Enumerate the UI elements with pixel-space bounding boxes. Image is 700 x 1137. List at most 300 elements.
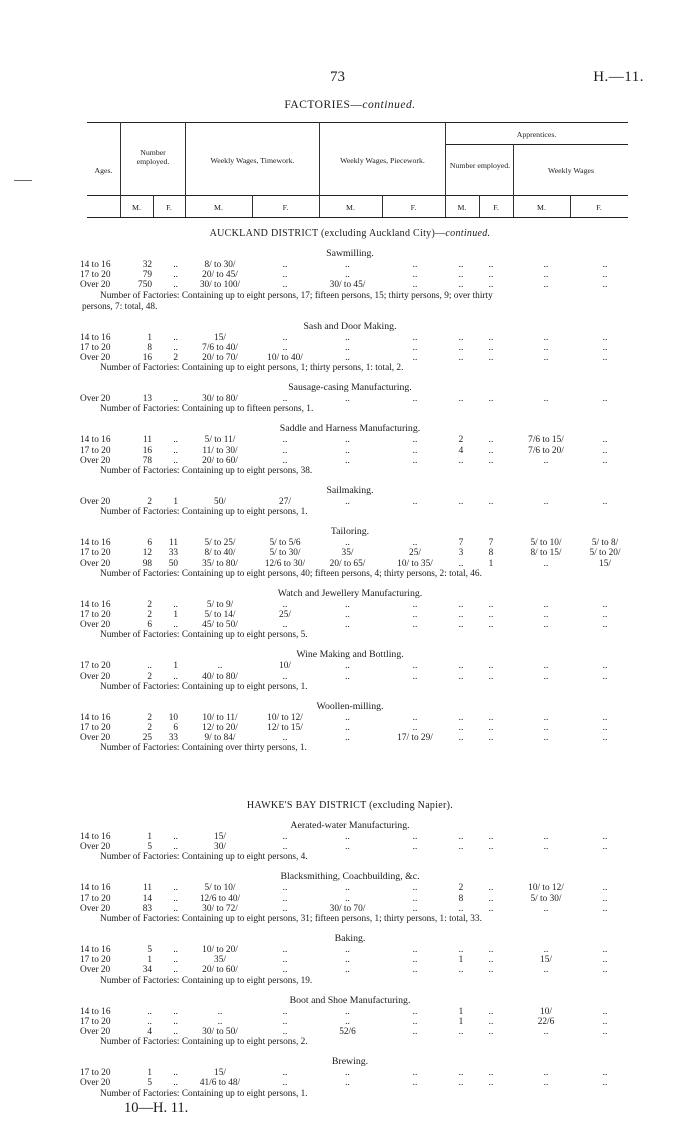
- cell-wpm: ..: [345, 1016, 350, 1027]
- cell-m: 6: [147, 538, 152, 549]
- factories-note: Number of Factories: Containing over thirty persons, 1.: [100, 743, 307, 754]
- cell-age: Over 20: [80, 280, 111, 291]
- table-row: [0, 1068, 700, 1078]
- cell-f: ..: [173, 965, 178, 976]
- cell-awf: ..: [602, 1016, 608, 1027]
- cell-wtm: 8/ to 40/: [204, 548, 236, 559]
- cell-f: ..: [173, 883, 178, 894]
- section-title: Woollen-milling.: [316, 700, 384, 712]
- cell-awm: ..: [543, 903, 549, 914]
- cell-awm: ..: [543, 671, 549, 682]
- cell-wtm: 7/6 to 40/: [202, 342, 238, 353]
- table-row: [0, 394, 700, 404]
- cell-am: ..: [458, 1078, 464, 1089]
- district-suffix: continued.: [445, 228, 491, 239]
- cell-wpf: ..: [412, 455, 418, 466]
- cell-m: 5: [147, 945, 152, 955]
- cell-m: 16: [142, 445, 152, 456]
- cell-wpm: ..: [345, 620, 350, 631]
- cell-wpf: ..: [412, 893, 418, 904]
- cell-af: ..: [488, 445, 494, 456]
- cell-wpf: ..: [412, 1068, 418, 1079]
- cell-f: ..: [173, 620, 178, 631]
- cell-wtm: 12/6 to 40/: [199, 893, 241, 904]
- cell-m: 750: [138, 280, 152, 291]
- cell-f: 33: [168, 733, 178, 744]
- cell-wtf: ..: [282, 270, 288, 281]
- header-f: F.: [410, 203, 417, 212]
- cell-awm: ..: [543, 661, 549, 672]
- table-header: [87, 122, 628, 218]
- cell-am: ..: [458, 270, 464, 281]
- cell-age: Over 20: [80, 671, 111, 682]
- cell-wtm: 20/ to 60/: [202, 965, 238, 976]
- cell-wtm: 20/ to 60/: [202, 455, 238, 466]
- table-row: [0, 904, 700, 914]
- cell-wpm: 20/ to 65/: [329, 558, 366, 569]
- cell-wpm: ..: [345, 842, 350, 853]
- cell-wpm: 52/6: [339, 1027, 356, 1037]
- table-row: [0, 610, 700, 620]
- cell-m: 98: [142, 558, 152, 569]
- factories-note-cont: persons, 7: total, 48.: [82, 301, 158, 312]
- cell-am: 2: [458, 435, 464, 446]
- cell-awm: ..: [543, 497, 549, 507]
- district-heading: [0, 228, 700, 239]
- table-row: [0, 260, 700, 270]
- cell-f: 1: [173, 610, 178, 620]
- cell-am: ..: [458, 558, 464, 569]
- cell-age: 17 to 20: [80, 445, 111, 456]
- cell-wtm: 5/ to 9/: [206, 599, 234, 610]
- cell-af: ..: [488, 965, 494, 976]
- cell-age: 17 to 20: [80, 342, 111, 353]
- header-app-weekly-wages: Weekly Wages: [547, 166, 594, 175]
- cell-awm: ..: [543, 733, 549, 744]
- table-row: [0, 1078, 700, 1088]
- cell-age: 14 to 16: [80, 538, 111, 549]
- cell-wpm: 35/: [341, 548, 354, 559]
- title-main: FACTORIES—: [284, 99, 363, 111]
- table-row: [0, 1027, 700, 1037]
- cell-wtm: 50/: [214, 497, 226, 507]
- table-row: [0, 733, 700, 743]
- cell-wpm: ..: [345, 342, 350, 353]
- header-f: F.: [596, 203, 602, 212]
- cell-wtm: 30/ to 72/: [202, 903, 238, 914]
- cell-af: ..: [488, 1016, 494, 1027]
- cell-m: 5: [147, 1078, 152, 1089]
- cell-awf: ..: [602, 280, 608, 291]
- cell-awf: ..: [602, 353, 608, 363]
- cell-wtm: 15/: [214, 1068, 226, 1079]
- cell-af: ..: [488, 955, 494, 966]
- cell-wtf: ..: [282, 599, 288, 610]
- cell-af: ..: [488, 945, 494, 955]
- cell-af: ..: [488, 599, 494, 610]
- cell-wtm: ..: [217, 1016, 223, 1027]
- cell-af: ..: [488, 712, 494, 723]
- cell-m: 11: [143, 435, 152, 446]
- cell-af: ..: [488, 435, 494, 446]
- cell-m: 12: [142, 548, 152, 559]
- district-name: AUCKLAND DISTRICT (excluding Auckland City)—: [209, 228, 446, 239]
- margin-mark: [14, 180, 32, 181]
- table-row: [0, 600, 700, 610]
- cell-m: 78: [142, 455, 152, 466]
- cell-wtf: ..: [282, 394, 288, 405]
- cell-wtm: 9/ to 84/: [204, 733, 236, 744]
- cell-am: ..: [458, 455, 464, 466]
- cell-wpm: ..: [345, 712, 350, 723]
- cell-wpm: ..: [345, 832, 350, 842]
- cell-am: 1: [458, 1006, 464, 1017]
- cell-af: ..: [488, 842, 494, 853]
- cell-wpm: ..: [345, 445, 350, 456]
- cell-wtf: ..: [282, 455, 288, 466]
- cell-awm: ..: [543, 455, 549, 466]
- cell-am: ..: [458, 965, 464, 976]
- cell-f: ..: [173, 435, 178, 446]
- factories-note: Number of Factories: Containing up to eight persons, 5.: [100, 630, 308, 641]
- cell-af: 8: [488, 548, 494, 559]
- cell-wtf: ..: [282, 1027, 288, 1037]
- cell-wtf: ..: [282, 445, 288, 456]
- cell-wtf: 25/: [279, 610, 291, 620]
- table-row: [0, 270, 700, 280]
- section-title: Sash and Door Making.: [303, 320, 397, 332]
- cell-awf: ..: [602, 270, 608, 281]
- section-title: Tailoring.: [330, 526, 370, 538]
- factories-note: Number of Factories: Containing up to eight persons, 1.: [100, 1088, 308, 1099]
- cell-awf: ..: [602, 1006, 608, 1017]
- cell-awf: ..: [602, 903, 608, 914]
- cell-wtm: 35/: [214, 955, 226, 966]
- cell-f: ..: [173, 599, 178, 610]
- cell-af: ..: [488, 903, 494, 914]
- apprentices-rule: [445, 144, 628, 145]
- cell-wpm: ..: [345, 945, 350, 955]
- cell-am: ..: [458, 723, 464, 733]
- cell-af: ..: [488, 332, 494, 343]
- cell-awf: ..: [602, 394, 608, 405]
- cell-wpf: ..: [412, 497, 418, 507]
- cell-wpm: ..: [345, 893, 350, 904]
- cell-af: ..: [488, 620, 494, 631]
- cell-am: ..: [458, 610, 464, 620]
- factories-note: Number of Factories: Containing up to eight persons, 38.: [100, 466, 313, 476]
- cell-wtm: 30/: [214, 842, 226, 853]
- cell-wpm: ..: [345, 394, 350, 405]
- cell-af: ..: [488, 342, 494, 353]
- cell-awf: ..: [602, 620, 608, 631]
- cell-age: Over 20: [80, 903, 111, 914]
- cell-wtm: 20/ to 70/: [202, 353, 238, 363]
- cell-wtm: 10/ to 20/: [202, 945, 238, 955]
- cell-wtm: 30/ to 50/: [202, 1027, 238, 1037]
- cell-m: 1: [147, 1068, 152, 1079]
- cell-f: ..: [173, 455, 178, 466]
- cell-wpm: ..: [345, 332, 350, 343]
- cell-wpm: ..: [345, 965, 350, 976]
- cell-am: ..: [458, 661, 464, 672]
- table-row: [0, 894, 700, 904]
- cell-age: 14 to 16: [80, 332, 111, 343]
- cell-f: ..: [173, 280, 178, 291]
- cell-am: ..: [458, 353, 464, 363]
- factories-note: Number of Factories: Containing up to eight persons, 1.: [100, 681, 308, 692]
- cell-wtf: 12/ to 15/: [267, 723, 303, 733]
- cell-awm: ..: [543, 1078, 549, 1089]
- cell-awm: 15/: [540, 955, 552, 966]
- cell-am: 2: [458, 883, 464, 894]
- cell-wtf: 5/ to 30/: [269, 548, 301, 559]
- cell-m: 14: [142, 893, 152, 904]
- cell-f: ..: [173, 342, 178, 353]
- cell-af: ..: [488, 260, 494, 270]
- cell-age: 14 to 16: [80, 435, 111, 446]
- cell-m: 1: [147, 832, 152, 842]
- cell-age: 17 to 20: [80, 610, 111, 620]
- table-row: [0, 435, 700, 445]
- cell-wtf: ..: [282, 945, 288, 955]
- header-m: M.: [346, 203, 355, 212]
- cell-awf: ..: [602, 260, 608, 270]
- factories-note: Number of Factories: Containing up to eight persons, 1.: [100, 507, 308, 518]
- cell-wpm: ..: [345, 733, 350, 744]
- cell-wtm: 5/ to 11/: [204, 435, 236, 446]
- page-number: 73: [330, 69, 345, 85]
- cell-wpf: 10/ to 35/: [397, 558, 433, 569]
- cell-wtf: ..: [282, 832, 288, 842]
- header-rule-bottom: [87, 217, 628, 218]
- table-row: [0, 832, 700, 842]
- cell-f: 11: [169, 538, 178, 549]
- cell-wtm: 5/ to 25/: [204, 538, 236, 549]
- cell-age: Over 20: [80, 842, 111, 853]
- cell-awm: 7/6 to 15/: [528, 435, 564, 446]
- cell-am: ..: [458, 394, 464, 405]
- cell-awf: ..: [602, 332, 608, 343]
- cell-awm: ..: [543, 270, 549, 281]
- factories-note: Number of Factories: Containing up to eight persons, 40; fifteen persons, 4; thirty persons, 2: total, 46.: [100, 568, 482, 579]
- cell-awm: ..: [543, 723, 549, 733]
- cell-wtm: 11/ to 30/: [202, 445, 238, 456]
- cell-wtf: ..: [282, 342, 288, 353]
- cell-age: 14 to 16: [80, 712, 111, 723]
- cell-wtm: 15/: [214, 832, 226, 842]
- cell-f: 50: [168, 558, 178, 569]
- cell-awf: ..: [602, 733, 608, 744]
- cell-wpm: ..: [345, 353, 350, 363]
- cell-wtf: 12/6 to 30/: [264, 558, 306, 569]
- cell-awf: ..: [602, 497, 608, 507]
- cell-f: ..: [173, 955, 178, 966]
- cell-am: 1: [458, 955, 464, 966]
- cell-wtf: ..: [282, 1068, 288, 1079]
- cell-age: 17 to 20: [80, 270, 111, 281]
- cell-wtf: 10/: [279, 661, 291, 672]
- cell-af: ..: [488, 353, 494, 363]
- cell-wtf: ..: [282, 842, 288, 853]
- cell-af: ..: [488, 661, 494, 672]
- cell-wtf: 5/ to 5/6: [269, 538, 301, 549]
- cell-am: ..: [458, 599, 464, 610]
- cell-awm: 8/ to 15/: [530, 548, 562, 559]
- cell-wpm: 30/ to 70/: [329, 903, 366, 914]
- cell-am: 1: [458, 1016, 464, 1027]
- cell-wpm: ..: [345, 260, 350, 270]
- cell-wpm: 30/ to 45/: [329, 280, 366, 291]
- cell-wtm: 40/ to 80/: [202, 671, 238, 682]
- cell-wpf: ..: [412, 445, 418, 456]
- cell-age: 17 to 20: [80, 723, 111, 733]
- cell-age: Over 20: [80, 394, 111, 405]
- table-row: [0, 965, 700, 975]
- cell-af: ..: [488, 1006, 494, 1017]
- cell-wtf: ..: [282, 903, 288, 914]
- cell-af: 1: [488, 558, 494, 569]
- cell-awm: ..: [543, 599, 549, 610]
- cell-awf: ..: [602, 955, 608, 966]
- cell-f: ..: [173, 832, 178, 842]
- cell-age: Over 20: [80, 558, 111, 569]
- cell-awf: ..: [602, 965, 608, 976]
- table-row: [0, 945, 700, 955]
- cell-wpf: ..: [412, 842, 418, 853]
- cell-wpf: ..: [412, 832, 418, 842]
- cell-am: ..: [458, 342, 464, 353]
- cell-awm: 7/6 to 20/: [528, 445, 564, 456]
- cell-m: 83: [142, 903, 152, 914]
- section-title: Boot and Shoe Manufacturing.: [289, 994, 411, 1006]
- cell-wtm: 20/ to 45/: [202, 270, 238, 281]
- cell-am: ..: [458, 903, 464, 914]
- cell-wtf: 10/ to 12/: [267, 712, 303, 723]
- cell-wpf: ..: [412, 332, 418, 343]
- cell-f: ..: [173, 893, 178, 904]
- cell-wpf: ..: [412, 955, 418, 966]
- cell-f: ..: [173, 1078, 178, 1089]
- factories-note: Number of Factories: Containing up to eight persons, 2.: [100, 1037, 308, 1048]
- table-row: [0, 559, 700, 569]
- cell-f: ..: [173, 671, 178, 682]
- cell-af: ..: [488, 270, 494, 281]
- cell-f: 2: [173, 353, 178, 363]
- cell-wpf: ..: [412, 712, 418, 723]
- factories-note: Number of Factories: Containing up to eight persons, 31; fifteen persons, 1; thirty persons, 1: total, 33.: [100, 914, 482, 924]
- table-row: [0, 280, 700, 290]
- cell-wpm: ..: [345, 723, 350, 733]
- cell-wtf: ..: [282, 883, 288, 894]
- table-row: [0, 538, 700, 548]
- cell-m: 16: [142, 353, 152, 363]
- cell-age: 17 to 20: [80, 1016, 111, 1027]
- cell-f: ..: [173, 1006, 178, 1017]
- cell-wpf: ..: [412, 538, 418, 549]
- cell-f: ..: [173, 1027, 178, 1037]
- factories-note: Number of Factories: Containing up to eight persons, 1; thirty persons, 1: total, 2.: [100, 363, 404, 374]
- cell-wpf: 25/: [409, 548, 421, 559]
- table-row: [0, 1017, 700, 1027]
- header-f: F.: [166, 203, 172, 212]
- cell-af: 7: [488, 538, 494, 549]
- cell-f: ..: [173, 842, 178, 853]
- cell-wpm: ..: [345, 1078, 350, 1089]
- cell-awf: ..: [602, 842, 608, 853]
- cell-am: ..: [458, 1068, 464, 1079]
- cell-awf: ..: [602, 1068, 608, 1079]
- cell-af: ..: [488, 671, 494, 682]
- cell-awm: 22/6: [537, 1016, 555, 1027]
- cell-m: 25: [142, 733, 152, 744]
- cell-af: ..: [488, 723, 494, 733]
- cell-wpm: ..: [345, 435, 350, 446]
- table-row: [0, 353, 700, 363]
- cell-am: ..: [458, 842, 464, 853]
- cell-awf: ..: [602, 723, 608, 733]
- cell-af: ..: [488, 883, 494, 894]
- cell-m: 6: [147, 620, 152, 631]
- cell-wtm: 5/ to 14/: [204, 610, 236, 620]
- cell-wpm: ..: [345, 661, 350, 672]
- cell-wpf: ..: [412, 599, 418, 610]
- cell-awf: ..: [602, 1027, 608, 1037]
- cell-wpf: ..: [412, 965, 418, 976]
- cell-wtf: ..: [282, 280, 288, 291]
- cell-m: 8: [147, 342, 152, 353]
- cell-wpf: ..: [412, 260, 418, 270]
- cell-wpf: ..: [412, 945, 418, 955]
- cell-wpm: ..: [345, 1006, 350, 1017]
- cell-m: 2: [147, 723, 152, 733]
- cell-awm: ..: [543, 842, 549, 853]
- section-title: Sailmaking.: [326, 485, 374, 496]
- cell-age: 14 to 16: [80, 1006, 111, 1017]
- cell-wtf: ..: [282, 332, 288, 343]
- cell-f: ..: [173, 1068, 178, 1079]
- cell-f: ..: [173, 260, 178, 270]
- cell-f: ..: [173, 903, 178, 914]
- cell-age: Over 20: [80, 497, 111, 507]
- cell-awf: ..: [602, 599, 608, 610]
- cell-wtf: ..: [282, 893, 288, 904]
- table-row: [0, 842, 700, 852]
- cell-am: ..: [458, 945, 464, 955]
- section-title: Saddle and Harness Manufacturing.: [279, 423, 421, 435]
- cell-wtf: ..: [282, 965, 288, 976]
- cell-age: 14 to 16: [80, 883, 111, 894]
- header-f: F.: [493, 203, 499, 212]
- cell-f: 6: [173, 723, 178, 733]
- cell-wpm: ..: [345, 599, 350, 610]
- cell-f: ..: [173, 332, 178, 343]
- cell-am: 3: [458, 548, 464, 559]
- cell-awf: ..: [602, 661, 608, 672]
- page-title: [0, 99, 700, 111]
- cell-wpf: ..: [412, 342, 418, 353]
- table-row: [0, 661, 700, 671]
- cell-wpm: ..: [345, 883, 350, 894]
- cell-af: ..: [488, 1068, 494, 1079]
- cell-awm: 5/ to 30/: [530, 893, 562, 904]
- cell-awm: ..: [543, 832, 549, 842]
- table-row: [0, 713, 700, 723]
- cell-am: ..: [458, 712, 464, 723]
- cell-af: ..: [488, 394, 494, 405]
- report-reference: H.—11.: [593, 69, 644, 85]
- cell-m: ..: [147, 1006, 152, 1017]
